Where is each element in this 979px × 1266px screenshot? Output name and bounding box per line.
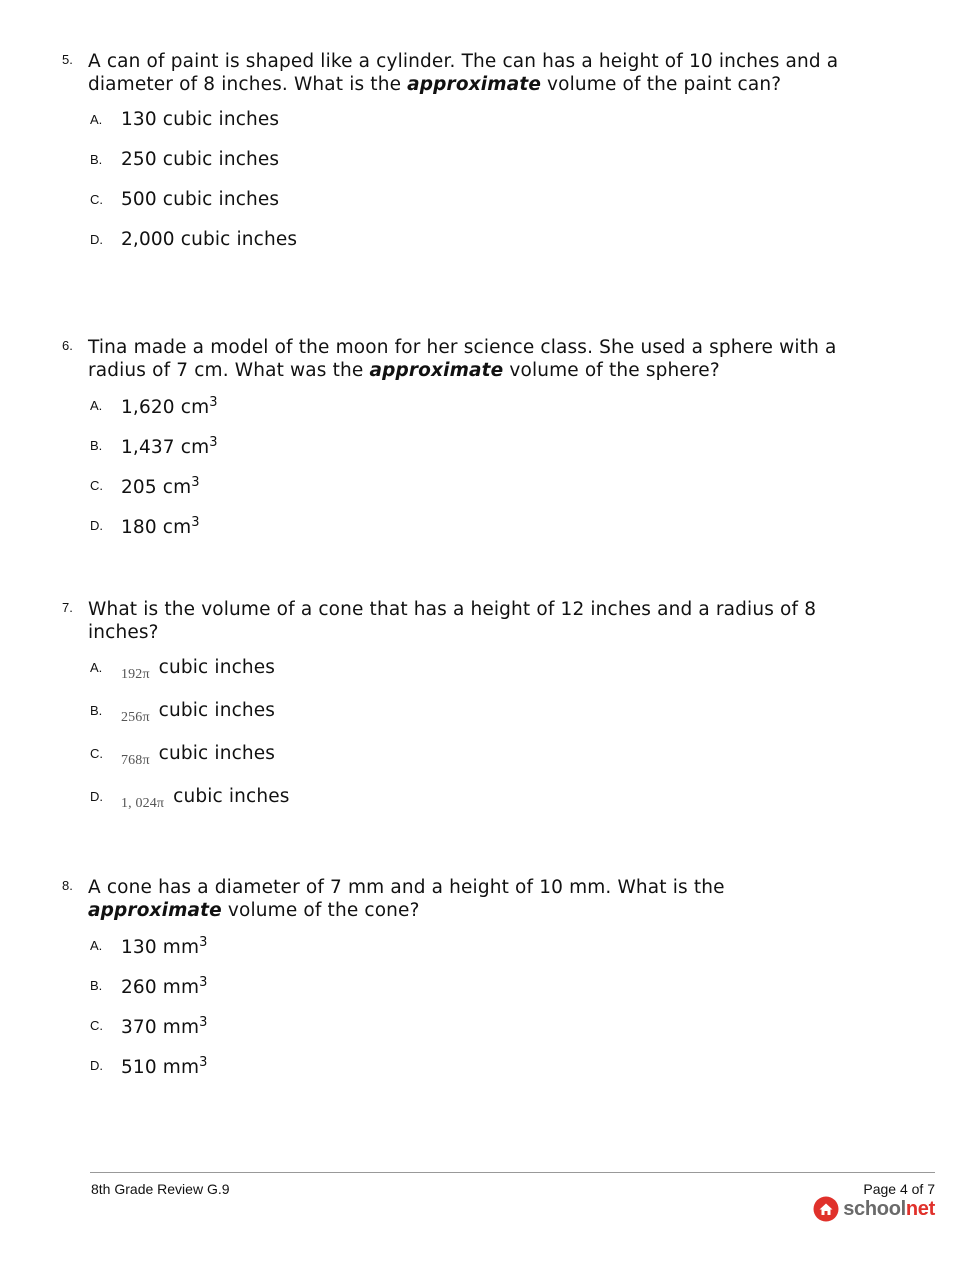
answer-option-a[interactable]: A. 130 cubic inches [90, 109, 280, 130]
answer-option-d[interactable]: D. 180 $cm^3$ [90, 515, 200, 538]
question-text: A cone has a diameter of 7 mm and a height of 10 mm. What is the approximate volume of the cone? [88, 877, 725, 921]
question-text: What is the volume of a cone that has a height of 12 inches and a radius of 8 inches? [88, 599, 817, 643]
answer-option-c[interactable]: C. 500 cubic inches [90, 189, 280, 210]
answer-option-a[interactable]: A. 1,620 $cm^3$ [90, 395, 218, 418]
page-number: Page 4 of 7 [863, 1181, 935, 1197]
answer-option-b[interactable]: B. 260 $mm^3$ [90, 975, 208, 998]
answer-options [90, 395, 842, 558]
question-7 [62, 598, 842, 832]
footer-divider [90, 1172, 935, 1173]
house-icon [813, 1196, 839, 1222]
answer-option-d[interactable]: D. 510 $mm^3$ [90, 1055, 208, 1078]
question-6 [62, 336, 842, 558]
answer-option-c[interactable]: C. 370 $mm^3$ [90, 1015, 208, 1038]
answer-option-c[interactable]: C. $_{768\pi}$ cubic inches [90, 743, 276, 768]
math-expression: 768π [121, 753, 150, 768]
emphasis-word: approximate [407, 74, 542, 95]
math-expression: 256π [121, 710, 150, 725]
emphasis-word: approximate [369, 360, 504, 381]
emphasis-word: approximate [88, 900, 222, 921]
question-number: 6. [62, 338, 73, 353]
answer-option-d[interactable]: D. $_{1, 024\pi}$ cubic inches [90, 786, 290, 811]
answer-option-b[interactable]: B. 1,437 $cm^3$ [90, 435, 218, 458]
answer-options [90, 109, 842, 272]
math-expression: 1, 024π [121, 796, 165, 811]
answer-option-a[interactable]: A. $_{192\pi}$ cubic inches [90, 657, 276, 682]
math-expression: 192π [121, 667, 150, 682]
answer-option-b[interactable]: B. $_{256\pi}$ cubic inches [90, 700, 276, 725]
answer-option-b[interactable]: B. 250 cubic inches [90, 149, 280, 170]
answer-option-d[interactable]: D. 2,000 cubic inches [90, 229, 298, 250]
question-5 [62, 50, 842, 272]
answer-options [90, 935, 842, 1098]
footer-title: 8th Grade Review G.9 [91, 1181, 230, 1197]
answer-option-c[interactable]: C. 205 $cm^3$ [90, 475, 200, 498]
question-number: 7. [62, 600, 73, 615]
question-text: A can of paint is shaped like a cylinder. The can has a height of 10 inches and a diameter of 8 inches. What is the approximate volume of the paint can? [88, 51, 839, 95]
question-number: 5. [62, 52, 73, 67]
answer-options [90, 657, 842, 832]
schoolnet-logo: schoolnet [813, 1196, 935, 1222]
question-8 [62, 876, 842, 1098]
question-number: 8. [62, 878, 73, 893]
question-text: Tina made a model of the moon for her science class. She used a sphere with a radius of 7 cm. What was the approximate volume of the sphere? [88, 337, 837, 381]
answer-option-a[interactable]: A. 130 $mm^3$ [90, 935, 208, 958]
